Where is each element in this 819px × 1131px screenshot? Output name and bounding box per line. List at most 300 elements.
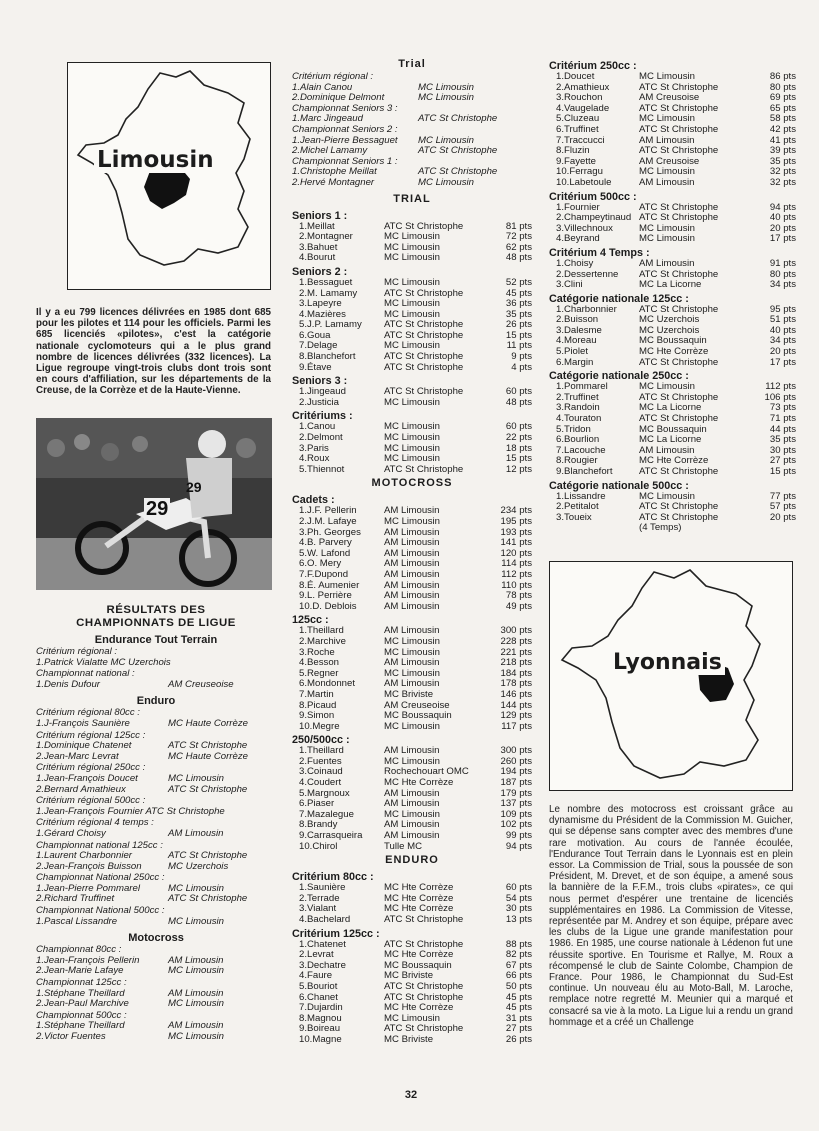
points-cell: 195 pts — [500, 516, 532, 527]
club-cell: ATC St Christophe — [639, 201, 719, 213]
competitor-cell: 4.Coudert — [299, 777, 342, 789]
club-cell: MC Limousin — [384, 442, 440, 454]
table-row — [292, 517, 532, 528]
club-cell: MC Limousin — [384, 1012, 440, 1024]
club-cell: MC Briviste — [384, 970, 434, 982]
points-cell: 20 pts — [769, 346, 796, 358]
club-cell: AM Limousin — [384, 568, 440, 580]
competitor-cell: 4.Touraton — [556, 413, 602, 425]
points-cell: 17 pts — [769, 356, 796, 368]
club-name: MC Limousin — [418, 81, 474, 93]
club-cell: ATC St Christophe — [639, 212, 719, 224]
points-cell: 94 pts — [769, 201, 796, 213]
club-cell: AM Limousin — [384, 558, 440, 570]
points-cell: 20 pts — [769, 222, 796, 234]
club-cell: MC Briviste — [384, 1033, 434, 1045]
points-cell: 26 pts — [505, 1033, 532, 1045]
table-row — [292, 842, 532, 853]
club-name: AM Limousin — [168, 987, 224, 999]
result-row — [36, 829, 276, 840]
club-name: AM Limousin — [168, 1020, 224, 1032]
competitor-name: 2.Bernard Amathieux — [36, 783, 126, 795]
competitor-cell: 1.Doucet — [556, 71, 595, 82]
result-row — [36, 1032, 276, 1043]
table-row — [292, 602, 532, 613]
club-cell: AM Limousin — [384, 830, 440, 842]
points-cell: 60 pts — [505, 882, 532, 894]
points-cell: 110 pts — [501, 579, 532, 591]
category-title: Critérium 80cc : — [292, 871, 374, 884]
competitor-cell: 8.Magnou — [299, 1012, 342, 1024]
club-cell: AM Limousin — [384, 579, 440, 591]
points-cell: 71 pts — [769, 413, 796, 425]
category-title: Critérium 125cc : — [292, 927, 380, 940]
club-cell: MC Hte Corrèze — [384, 892, 454, 904]
competitor-name: 1.Denis Dufour — [36, 678, 100, 690]
club-cell: MC Boussaquin — [384, 710, 452, 722]
points-cell: 65 pts — [769, 102, 796, 114]
club-cell: ATC St Christophe — [384, 329, 464, 341]
group-subtitle: Championnat 80cc : — [36, 944, 122, 956]
competitor-cell: 4.Faure — [299, 970, 333, 982]
competitor-cell: 5.Cluzeau — [556, 113, 600, 125]
points-cell: 41 pts — [769, 134, 796, 146]
table-row — [292, 1035, 532, 1046]
competitor-name: 1.Jean-Pierre Pommarel — [36, 882, 140, 894]
points-cell: 91 pts — [769, 257, 796, 269]
club-cell: ATC St Christophe — [384, 351, 464, 363]
results-table — [292, 626, 532, 732]
lyonnais-label: Lyonnais — [610, 650, 725, 675]
competitor-cell: 6.Truffinet — [556, 123, 599, 135]
club-cell: ATC St Christophe — [384, 319, 464, 331]
result-row — [36, 774, 276, 785]
club-cell: (4 Temps) — [639, 522, 682, 534]
points-cell: 234 pts — [500, 505, 532, 517]
competitor-cell: 3.Vialant — [299, 903, 337, 915]
club-name: ATC St Christophe — [168, 783, 248, 795]
competitor-cell: 2.Dessertenne — [556, 268, 619, 280]
competitor-name: 1.Christophe Meillat — [292, 166, 377, 178]
club-cell: MC Limousin — [639, 113, 695, 125]
results-table — [292, 883, 532, 925]
club-name: MC Limousin — [168, 915, 224, 927]
competitor-cell: 1.Canou — [299, 421, 336, 433]
results-left-column — [36, 604, 276, 1044]
competitor-cell: 7.Traccucci — [556, 134, 605, 146]
category-title: Critériums : — [292, 410, 353, 423]
spacer — [36, 927, 276, 928]
results-table — [549, 492, 796, 534]
group-subtitle: Championnat Seniors 1 : — [292, 155, 398, 167]
points-cell: 17 pts — [769, 233, 796, 245]
points-cell: 45 pts — [505, 991, 532, 1003]
points-cell: 60 pts — [505, 386, 532, 398]
table-row — [292, 465, 532, 476]
competitor-cell: 3.Lapeyre — [299, 298, 342, 310]
category-title: Seniors 3 : — [292, 375, 348, 388]
bike-number-front: 29 — [146, 498, 169, 520]
points-cell: 260 pts — [500, 755, 532, 767]
club-name: AM Limousin — [168, 954, 224, 966]
club-cell: MC Limousin — [384, 308, 440, 320]
results-table — [549, 382, 796, 477]
competitor-cell: 2.Montagner — [299, 231, 353, 243]
competitor-name: 1.Stéphane Theillard — [36, 987, 125, 999]
competitor-cell: 9.Fayette — [556, 155, 596, 167]
competitor-cell: 6.Bourlion — [556, 434, 600, 446]
result-row — [36, 752, 276, 763]
competitor-cell: 4.Vaugelade — [556, 102, 610, 114]
competitor-cell: 5.Tridon — [556, 423, 591, 435]
points-cell: 300 pts — [500, 625, 532, 637]
category-title: Critérium 500cc : — [549, 190, 637, 203]
points-cell: 67 pts — [505, 959, 532, 971]
club-cell: MC Hte Corrèze — [384, 949, 454, 961]
club-cell: ATC St Christophe — [639, 466, 719, 477]
competitor-cell: 10.Megre — [299, 720, 340, 732]
intro-paragraph: Il y a eu 799 licences délivrées en 1985 dont 685 pour les pilotes et 114 pour les officiels. Parmi les 685 licenciés «pilotes», c'est la catégorie nationale cyclomoteurs qui a le plus grand nombre de licences délivrées (332 licences). La Ligue regroupe vingt-trois clubs dont trois sont en cours d'affiliation, sur les départements de la Creuse, de la Corrèze et de la Haute-Vienne. — [36, 307, 271, 397]
points-cell: 187 pts — [500, 777, 532, 789]
competitor-cell: 9.Simon — [299, 710, 335, 722]
competitor-cell: 10.Ferragu — [556, 166, 603, 178]
club-cell: MC Limousin — [384, 340, 440, 352]
points-cell: 69 pts — [769, 92, 796, 104]
competitor-cell: 2.Levrat — [299, 949, 334, 961]
competitor-cell: 7.Dujardin — [299, 1002, 343, 1014]
competitor-name: 2.Dominique Delmont — [292, 92, 385, 104]
points-cell: 30 pts — [769, 444, 796, 456]
competitor-cell: 3.Coinaud — [299, 766, 343, 778]
competitor-cell: 2.Buisson — [556, 314, 599, 326]
group-subtitle: Critérium régional : — [36, 646, 118, 657]
competitor-cell: 2.M. Lamamy — [299, 287, 358, 299]
competitor-cell: 3.Paris — [299, 442, 329, 454]
club-name: ATC St Christophe — [418, 113, 498, 125]
competitor-cell: 10.Chirol — [299, 840, 338, 852]
competitor-name: 2.Hervé Montagner — [292, 176, 375, 188]
spacer — [36, 690, 276, 691]
table-row — [549, 280, 796, 291]
competitor-name: 1.Gérard Choisy — [36, 827, 106, 839]
club-cell: MC Boussaquin — [639, 423, 707, 435]
points-cell: 15 pts — [505, 453, 532, 465]
club-cell: ATC St Christophe — [639, 303, 719, 315]
club-cell: MC Boussaquin — [384, 959, 452, 971]
results-table — [549, 72, 796, 189]
points-cell: 30 pts — [505, 903, 532, 915]
table-row — [549, 467, 796, 478]
group-subtitle: Championnat National 500cc : — [36, 905, 165, 917]
points-cell: 51 pts — [769, 314, 796, 326]
results-table — [549, 305, 796, 369]
points-cell: 178 pts — [500, 678, 532, 690]
group-subtitle: Critérium régional 4 temps : — [36, 817, 154, 829]
club-cell: Rochechouart OMC — [384, 766, 469, 778]
points-cell: 40 pts — [769, 324, 796, 336]
club-cell: AM Limousin — [384, 537, 440, 549]
result-row — [36, 807, 276, 818]
points-cell: 35 pts — [769, 155, 796, 167]
points-cell: 99 pts — [505, 830, 532, 842]
competitor-cell: 10.D. Deblois — [299, 600, 357, 612]
section-heading: Enduro — [136, 695, 176, 708]
club-cell: AM Limousin — [384, 678, 440, 690]
table-row — [549, 234, 796, 245]
points-cell: 81 pts — [505, 220, 532, 232]
competitor-name: 1.Jean-Pierre Bessaguet — [292, 134, 398, 146]
category-title: Critérium 250cc : — [549, 60, 637, 72]
middle-results — [292, 193, 532, 1046]
competitor-cell: 5.Regner — [299, 667, 339, 679]
club-name: MC Limousin — [418, 92, 474, 104]
points-cell: 221 pts — [500, 646, 532, 658]
club-cell: ATC St Christophe — [384, 220, 464, 232]
results-title-line-2: CHAMPIONNATS DE LIGUE — [76, 617, 236, 629]
club-cell: AM Limousin — [639, 134, 695, 146]
club-cell: MC Limousin — [384, 252, 440, 264]
competitor-name: 2.Jean-François Buisson — [36, 860, 142, 872]
club-name: MC Uzerchois — [168, 860, 229, 872]
competitor-cell: 6.Mondonnet — [299, 678, 356, 690]
points-cell: 31 pts — [505, 1012, 532, 1024]
table-row — [549, 259, 796, 270]
competitor-cell: 4.Besson — [299, 657, 340, 669]
competitor-cell: 1.Chatenet — [299, 938, 346, 950]
club-cell: ATC St Christophe — [384, 287, 464, 299]
results-table — [292, 387, 532, 408]
competitor-cell: 1.Theillard — [299, 745, 344, 757]
category-title: Catégorie nationale 500cc : — [549, 479, 689, 492]
points-cell: 48 pts — [505, 396, 532, 408]
club-cell: ATC St Christophe — [384, 361, 464, 373]
competitor-cell: 5.Bouriot — [299, 980, 338, 992]
competitor-cell: 1.Charbonnier — [556, 303, 617, 315]
table-row — [292, 570, 532, 581]
category-header: TRIAL — [393, 192, 431, 205]
club-cell: AM Limousin — [384, 505, 440, 517]
competitor-name: 1.Stéphane Theillard — [36, 1020, 125, 1032]
table-row — [549, 523, 796, 534]
table-row — [292, 363, 532, 374]
competitor-cell: 4.Beyrand — [556, 233, 600, 245]
result-row — [36, 862, 276, 873]
competitor-cell: 8.Brandy — [299, 819, 338, 831]
competitor-cell: 5.W. Lafond — [299, 547, 351, 559]
result-row — [36, 999, 276, 1010]
group-subtitle: Critérium régional 80cc : — [36, 707, 140, 719]
points-cell: 60 pts — [505, 421, 532, 433]
club-cell: MC Boussaquin — [639, 335, 707, 347]
points-cell: 49 pts — [505, 600, 532, 612]
points-cell: 218 pts — [500, 657, 532, 669]
result-row — [36, 894, 276, 905]
spacer — [36, 1043, 276, 1044]
points-cell: 102 pts — [500, 819, 532, 831]
competitor-name: 1.Dominique Chatenet — [36, 740, 132, 752]
points-cell: 52 pts — [505, 276, 532, 288]
competitor-cell: 8.Blanchefort — [299, 351, 356, 363]
club-cell: AM Limousin — [639, 257, 695, 269]
competitor-cell: 1.Lissandre — [556, 490, 606, 502]
club-cell: MC Limousin — [384, 432, 440, 444]
points-cell: 72 pts — [505, 231, 532, 243]
competitor-cell: 8.É. Aumenier — [299, 579, 360, 591]
competitor-cell: 8.Fluzin — [556, 145, 590, 157]
club-cell: Tulle MC — [384, 840, 423, 852]
points-cell: 179 pts — [500, 787, 532, 799]
section-heading: Endurance Tout Terrain — [94, 634, 218, 646]
points-cell: 112 pts — [765, 381, 796, 393]
competitor-cell: 6.Chanet — [299, 991, 338, 1003]
club-cell: AM Creusoise — [639, 155, 700, 167]
points-cell: 73 pts — [769, 402, 796, 414]
points-cell: 12 pts — [505, 463, 532, 475]
points-cell: 57 pts — [769, 501, 796, 513]
competitor-cell: 9.Blanchefort — [556, 466, 613, 477]
competitor-name: 1.Patrick Vialatte MC Uzerchois — [36, 656, 171, 668]
competitor-cell: 2.Terrade — [299, 892, 340, 904]
club-cell: ATC St Christophe — [639, 123, 719, 135]
points-cell: 144 pts — [500, 699, 532, 711]
club-name: MC Limousin — [168, 882, 224, 894]
points-cell: 80 pts — [769, 81, 796, 93]
points-cell: 86 pts — [769, 71, 796, 82]
competitor-name: 1.J-François Saunière — [36, 717, 130, 729]
competitor-name: 2.Jean-Marie Lafaye — [36, 965, 124, 977]
points-cell: 114 pts — [501, 558, 532, 570]
club-cell: ATC St Christophe — [639, 391, 719, 403]
competitor-cell: 7.Lacouche — [556, 444, 606, 456]
competitor-cell: 2.Fuentes — [299, 755, 342, 767]
points-cell: 95 pts — [769, 303, 796, 315]
club-cell: AM Limousin — [384, 745, 440, 757]
club-cell: ATC St Christophe — [384, 463, 464, 475]
group-subtitle: Championnat National 250cc : — [36, 872, 165, 884]
competitor-name: 1.Jean-François Doucet — [36, 772, 138, 784]
category-title: Critérium 4 Temps : — [549, 246, 650, 259]
trial-top-section — [292, 58, 532, 189]
competitor-cell: 1.Bessaguet — [299, 276, 353, 288]
competitor-cell: 5.Margnoux — [299, 787, 350, 799]
club-cell: AM Limousin — [639, 176, 695, 188]
club-cell: MC Limousin — [384, 396, 440, 408]
table-row — [292, 398, 532, 409]
points-cell: 27 pts — [505, 1023, 532, 1035]
competitor-cell: 3.Rouchon — [556, 92, 603, 104]
right-results — [549, 60, 796, 534]
club-name: AM Creuseoise — [168, 678, 234, 690]
lyonnais-paragraph: Le nombre des motocross est croissant grâce au dynamisme du Président de la Commission M. Guicher, qui se dépense sans compter avec des membres d'une rare motivation. Au cours de l'année écoulée, l'Endurance Tout Terrain dans le Lyonnais est en plein essor. La Commission de Trial, sous la poussée de son Président, M. Drevet, et de son équipe, a amené sous la bannière de la F.F.M., trois clubs «pirates», ce qui nous permet d'espérer une trentaine de licenciés supplémentaires en 1986. La Commission de Vitesse, représentée par M. Andrey et son équipe, prépare avec les clubs de la Ligue une grande manifestation pour 1986. En 1985, une course nationale à Lédenon fut une réussite sportive. En Tourisme et Rallye, M. Roux a récompensé le club de Sainte Colombe, Champion de France. Pour 1986, le Championnat du Sud-Est continue. Un nouveau élu au Moto-Ball, M. Laroche, remplace notre regretté M. Meunier qui a marqué et consacré sa vie à la moto. La Ligue lui a rendu un grand hommage et a créé un Challenge — [549, 804, 793, 1028]
points-cell: 54 pts — [505, 892, 532, 904]
competitor-cell: 3.Ph. Georges — [299, 526, 361, 538]
group-subtitle: Critérium régional 500cc : — [36, 795, 146, 807]
competitor-cell: 1.Choisy — [556, 257, 594, 269]
competitor-cell: 2.Justicia — [299, 396, 339, 408]
points-cell: 194 pts — [500, 766, 532, 778]
category-title: Seniors 1 : — [292, 209, 348, 222]
points-cell: 141 pts — [500, 537, 532, 549]
competitor-cell: 10.Labetoule — [556, 176, 612, 188]
club-name: ATC St Christophe — [418, 166, 498, 178]
competitor-cell: 9.Carrasqueira — [299, 830, 363, 842]
club-cell: AM Limousin — [384, 526, 440, 538]
competitor-cell: 2.Delmont — [299, 432, 343, 444]
category-title: Cadets : — [292, 494, 335, 507]
table-row — [292, 637, 532, 648]
club-cell: ATC St Christophe — [639, 501, 719, 513]
group-subtitle: Championnat national : — [36, 668, 135, 680]
club-cell: MC Limousin — [639, 490, 695, 502]
club-cell: MC Limousin — [384, 453, 440, 465]
limousin-label: Limousin — [94, 147, 217, 173]
middle-column — [292, 58, 532, 1046]
club-cell: MC Limousin — [384, 720, 440, 732]
points-cell: 20 pts — [769, 511, 796, 523]
competitor-cell: 6.O. Mery — [299, 558, 342, 570]
right-column — [549, 58, 796, 534]
club-cell: AM Creuseoise — [384, 699, 450, 711]
club-cell: AM Limousin — [384, 590, 440, 602]
points-cell: 4 pts — [511, 361, 532, 373]
club-cell: MC Hte Corrèze — [639, 455, 709, 467]
table-row — [292, 278, 532, 289]
result-row — [36, 785, 276, 796]
table-row — [292, 253, 532, 264]
results-table — [292, 278, 532, 373]
competitor-cell: 3.Toueix — [556, 511, 592, 523]
group-subtitle: Critérium régional 250cc : — [36, 762, 146, 774]
competitor-cell: 1.Theillard — [299, 625, 344, 637]
points-cell: 42 pts — [769, 123, 796, 135]
group-subtitle: Critérium régional : — [292, 71, 374, 82]
points-cell: 106 pts — [764, 391, 796, 403]
limousin-map — [67, 62, 271, 290]
club-name: MC Limousin — [418, 176, 474, 188]
competitor-cell: 2.J.M. Lafaye — [299, 516, 357, 527]
results-table — [549, 203, 796, 245]
result-row — [36, 719, 276, 730]
competitor-cell: 3.Clini — [556, 279, 583, 291]
bike-number-side: 29 — [186, 479, 202, 495]
club-cell: MC La Licorne — [639, 402, 702, 414]
competitor-cell: 6.Margin — [556, 356, 594, 368]
club-cell: ATC St Christophe — [639, 145, 719, 157]
club-name: ATC St Christophe — [418, 145, 498, 157]
club-cell: MC Limousin — [639, 71, 695, 82]
club-name: MC Limousin — [418, 134, 474, 146]
club-name: MC Haute Corrèze — [168, 750, 248, 762]
club-cell: MC Limousin — [384, 808, 440, 820]
points-cell: 117 pts — [501, 720, 532, 732]
lyonnais-map — [549, 561, 793, 791]
club-name: ATC St Christophe — [168, 850, 248, 862]
points-cell: 184 pts — [500, 667, 532, 679]
results-table — [292, 746, 532, 852]
france-outline-icon — [550, 562, 790, 788]
club-cell: MC Briviste — [384, 688, 434, 700]
club-cell: ATC St Christophe — [639, 356, 719, 368]
competitor-cell: 9.Boireau — [299, 1023, 341, 1035]
competitor-cell: 1.Pommarel — [556, 381, 608, 393]
club-cell: ATC St Christophe — [384, 991, 464, 1003]
table-row — [549, 178, 796, 189]
club-cell: MC Hte Corrèze — [639, 346, 709, 358]
points-cell: 45 pts — [505, 1002, 532, 1014]
competitor-name: 2.Jean-Paul Marchive — [36, 998, 129, 1010]
points-cell: 129 pts — [500, 710, 532, 722]
club-cell: AM Limousin — [384, 625, 440, 637]
